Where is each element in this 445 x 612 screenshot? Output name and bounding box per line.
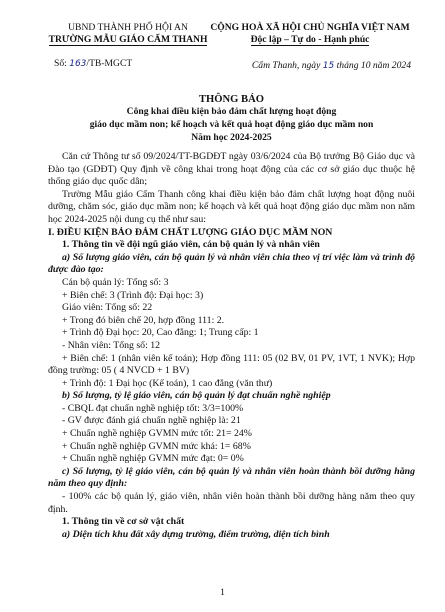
list-item: - GV được đánh giá chuẩn nghề nghiệp là: 21	[62, 415, 241, 427]
subsection-heading-1: 1. Thông tin về đội ngũ giáo viên, cán bộ quản lý và nhân viên	[62, 239, 320, 251]
school-name: TRƯỜNG MẪU GIÁO CẨM THANH	[48, 34, 208, 45]
item-heading-b: b) Số lượng, tỷ lệ giáo viên, cán bộ quản lý đạt chuẩn nghề nghiệp	[62, 390, 331, 402]
item-heading-c: c) Số lượng, tỷ lệ giáo viên, cán bộ quản lý và nhân viên hoàn thành bồi dưỡng hằng năm theo quy định:	[48, 465, 415, 490]
list-item: + Biên chế: 3 (Trình độ: Đại học: 3)	[62, 289, 204, 301]
handwritten-number: 163	[69, 59, 87, 69]
document-body	[48, 151, 415, 541]
country-name: CỘNG HOÀ XÃ HỘI CHỦ NGHĨA VIỆT NAM	[210, 22, 410, 33]
document-header	[48, 22, 415, 82]
list-item: + Biên chế: 1 (nhân viên kế toán); Hợp đồng 111: 05 (02 BV, 01 PV, 1VT, 1 NVK); Hợp đồng trường: 05 ( 4 NVCD + 1 BV)	[48, 352, 415, 377]
national-motto	[205, 22, 415, 46]
page-number: 1	[220, 587, 225, 598]
list-item: + Chuẩn nghề nghiệp GVMN mức đạt: 0= 0%	[62, 453, 244, 465]
list-item: - CBQL đạt chuẩn nghề nghiệp tốt: 3/3=100%	[62, 402, 244, 414]
list-item: + Chuẩn nghề nghiệp GVMN mức khá: 1= 68%	[62, 440, 251, 452]
subtitle-line-1: Công khai điều kiện bảo đảm chất lượng hoạt động	[126, 106, 337, 117]
document-number: Số: 163/TB-MGCT	[54, 58, 133, 69]
document-title: THÔNG BÁO	[198, 94, 265, 105]
list-item: + Chuẩn nghề nghiệp GVMN mức tốt: 21= 24%	[62, 428, 252, 440]
issuing-authority	[48, 22, 208, 46]
subsection-heading-2: 1. Thông tin về cơ sở vật chất	[62, 516, 185, 528]
intro-paragraph: Trường Mẫu giáo Cẩm Thanh công khai điều kiện bảo đảm chất lượng hoạt động nuôi dưỡng, chăm sóc, giáo dục mầm non; kế hoạch và kết quả hoạt động giáo dục mầm non năm học 2024-2025 nội dung cụ thể như sau:	[48, 188, 415, 225]
list-item: + Trong đó biên chế 20, hợp đồng 111: 2.	[62, 314, 225, 326]
list-item: + Trình độ Đại học: 20, Cao đẳng: 1; Trung cấp: 1	[62, 327, 259, 339]
list-item: - Nhân viên: Tổng số: 12	[62, 339, 161, 351]
list-item: + Trình độ: 1 Đại học (Kế toán), 1 cao đẳng (văn thư)	[62, 377, 273, 389]
section-heading-i: I. ĐIỀU KIỆN BẢO ĐẢM CHẤT LƯỢNG GIÁO DỤC MẦM NON	[48, 226, 333, 238]
list-item: Cán bộ quản lý: Tổng số: 3	[62, 276, 169, 288]
item-heading-a2: a) Diện tích khu đất xây dựng trường, điểm trường, diện tích bình	[62, 528, 330, 540]
document-date: Cẩm Thanh, ngày 15 tháng 10 năm 2024	[251, 60, 411, 71]
list-item: - 100% các bộ quản lý, giáo viên, nhân viên hoàn thành bồi dưỡng hàng năm theo quy định.	[48, 491, 415, 515]
motto: Độc lập – Tự do - Hạnh phúc	[250, 34, 370, 45]
handwritten-day: 15	[322, 61, 335, 71]
school-year: Năm học 2024-2025	[191, 132, 272, 143]
subtitle-line-2: giáo dục mầm non; kế hoạch và kết quả hoạt động giáo dục mầm non	[89, 119, 374, 130]
list-item: Giáo viên: Tổng số: 22	[62, 302, 153, 314]
item-heading-a: a) Số lượng giáo viên, cán bộ quản lý và nhân viên chia theo vị trí việc làm và trình độ được đào tạo:	[48, 251, 415, 276]
authority-name: UBND THÀNH PHỐ HỘI AN	[68, 22, 188, 33]
legal-basis-paragraph: Căn cứ Thông tư số 09/2024/TT-BGDĐT ngày 03/6/2024 của Bộ trưởng Bộ Giáo dục và Đào tạo (GDĐT) Quy định về công khai trong hoạt động của các cơ sở giáo dục thuộc hệ thống giáo dục quốc dân;	[48, 151, 415, 188]
